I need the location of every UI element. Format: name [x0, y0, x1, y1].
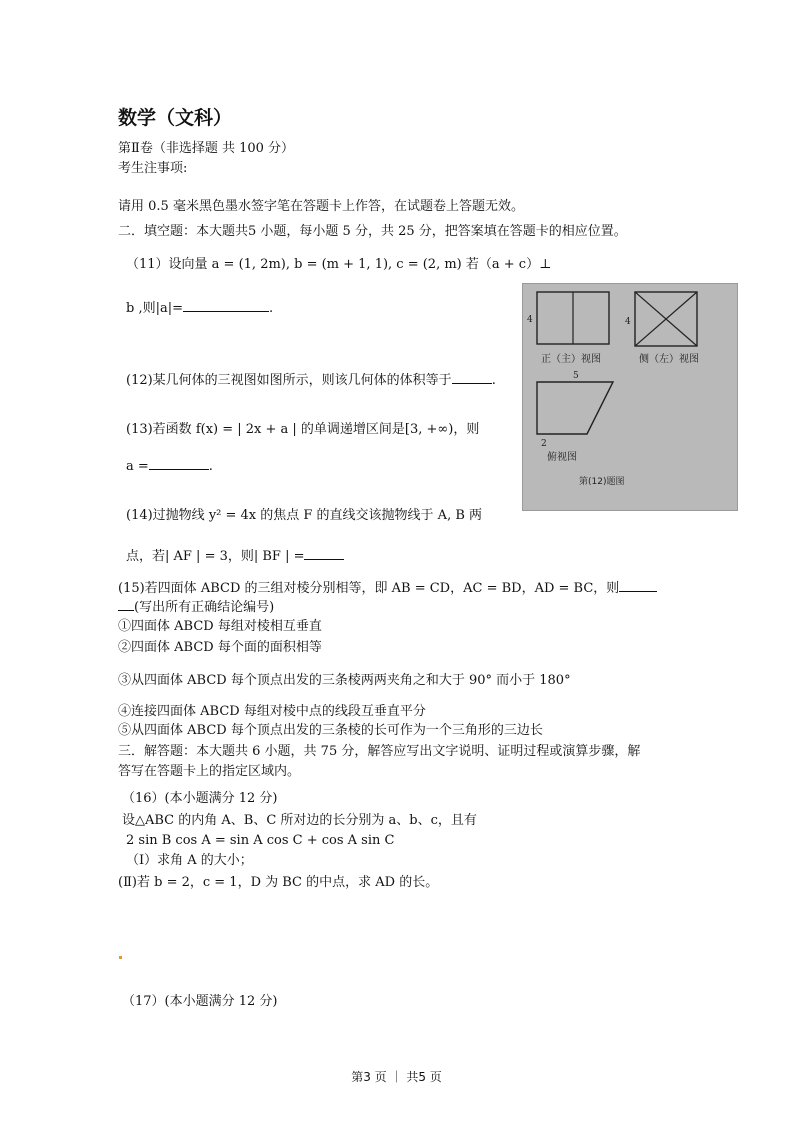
question-15-option-4: ④连接四面体 ABCD 每组对棱中点的线段互垂直平分 — [118, 704, 426, 719]
question-16-part2: (Ⅱ)若 b = 2，c = 1，D 为 BC 的中点，求 AD 的长。 — [118, 875, 439, 890]
answer-blank — [619, 578, 657, 592]
question-16-heading: （16）(本小题满分 12 分) — [122, 791, 278, 806]
answer-blank — [118, 597, 134, 611]
front-view-dim-4: 4 — [527, 315, 533, 325]
part2-heading: 二．填空题：本大题共5 小题，每小题 5 分，共 25 分，把答案填在答题卡的相应位置。 — [118, 224, 627, 239]
notice-text: 请用 0.5 毫米黑色墨水签字笔在答题卡上作答，在试题卷上答题无效。 — [118, 199, 524, 214]
question-15-option-5: ⑤从四面体 ABCD 每个顶点出发的三条棱的长可作为一个三角形的三边长 — [118, 723, 543, 738]
top-view-label: 俯视图 — [547, 452, 577, 463]
page-title: 数学（文科） — [118, 107, 233, 129]
question-15-option-2: ②四面体 ABCD 每个面的面积相等 — [118, 640, 322, 655]
three-view-drawing — [523, 284, 737, 510]
three-view-figure — [522, 283, 738, 511]
question-13-text: a = — [126, 459, 149, 474]
answer-blank — [452, 370, 492, 384]
notice-heading: 考生注事项: — [118, 161, 188, 176]
question-15-line1 — [118, 578, 657, 598]
question-14-line2 — [126, 546, 344, 566]
question-16-part1: （Ⅰ）求角 A 的大小； — [126, 853, 253, 868]
answer-blank — [304, 546, 344, 560]
question-16-line1: 设△ABC 的内角 A、B、C 所对边的长分别为 a、b、c，且有 — [122, 813, 477, 828]
question-15-note: (写出所有正确结论编号) — [134, 600, 275, 615]
question-11-line1: （11）设向量 a = (1, 2m), b = (m + 1, 1), c = (2, m) 若（a + c）⊥ — [126, 257, 552, 272]
question-15-text: (15)若四面体 ABCD 的三组对棱分别相等，即 AB = CD，AC = BD，AD = BC，则 — [118, 581, 620, 596]
question-14-line1: (14)过抛物线 y² = 4x 的焦点 F 的直线交该抛物线于 A, B 两 — [126, 508, 483, 523]
marker-dot — [119, 956, 122, 959]
side-view-dim-4: 4 — [625, 317, 631, 327]
question-15-option-3: ③从四面体 ABCD 每个顶点出发的三条棱两两夹角之和大于 90° 而小于 180° — [118, 673, 571, 688]
question-12: (12)某几何体的三视图如图所示，则该几何体的体积等于 . — [126, 370, 496, 390]
top-view-dim-2: 2 — [541, 439, 547, 449]
question-14-text: 点，若| AF | = 3，则| BF | = — [126, 549, 305, 564]
question-11-text: b ,则|a|= — [126, 301, 183, 316]
question-12-text: (12)某几何体的三视图如图所示，则该几何体的体积等于 — [126, 373, 452, 388]
question-13-line1: (13)若函数 f(x) = | 2x + a | 的单调递增区间是[3, +∞)，则 — [126, 422, 480, 437]
front-view-label: 正（主）视图 — [541, 354, 601, 365]
question-16-line2: 2 sin B cos A = sin A cos C + cos A sin C — [126, 833, 395, 848]
part3-heading-line2: 答写在答题卡上的指定区域内。 — [118, 764, 301, 779]
section-heading: 第Ⅱ卷（非选择题 共 100 分） — [118, 141, 295, 156]
part3-heading-line1: 三．解答题：本大题共 6 小题，共 75 分，解答应写出文字说明、证明过程或演算步骤，解 — [118, 744, 641, 759]
question-15-option-1: ①四面体 ABCD 每组对棱相互垂直 — [118, 619, 322, 634]
figure-caption: 第(12)题图 — [579, 477, 625, 487]
page-footer: 第3 页 ｜ 共5 页 — [351, 1070, 442, 1084]
question-15-line2 — [118, 597, 274, 617]
top-view-shape — [537, 382, 613, 434]
top-view-dim-5: 5 — [573, 371, 579, 381]
answer-blank — [149, 456, 209, 470]
question-11-line2: b ,则|a|= . — [126, 298, 273, 318]
side-view-label: 侧（左）视图 — [639, 354, 699, 365]
question-17-heading: （17）(本小题满分 12 分) — [122, 994, 278, 1009]
question-13-line2: a = . — [126, 456, 213, 476]
answer-blank — [183, 298, 269, 312]
